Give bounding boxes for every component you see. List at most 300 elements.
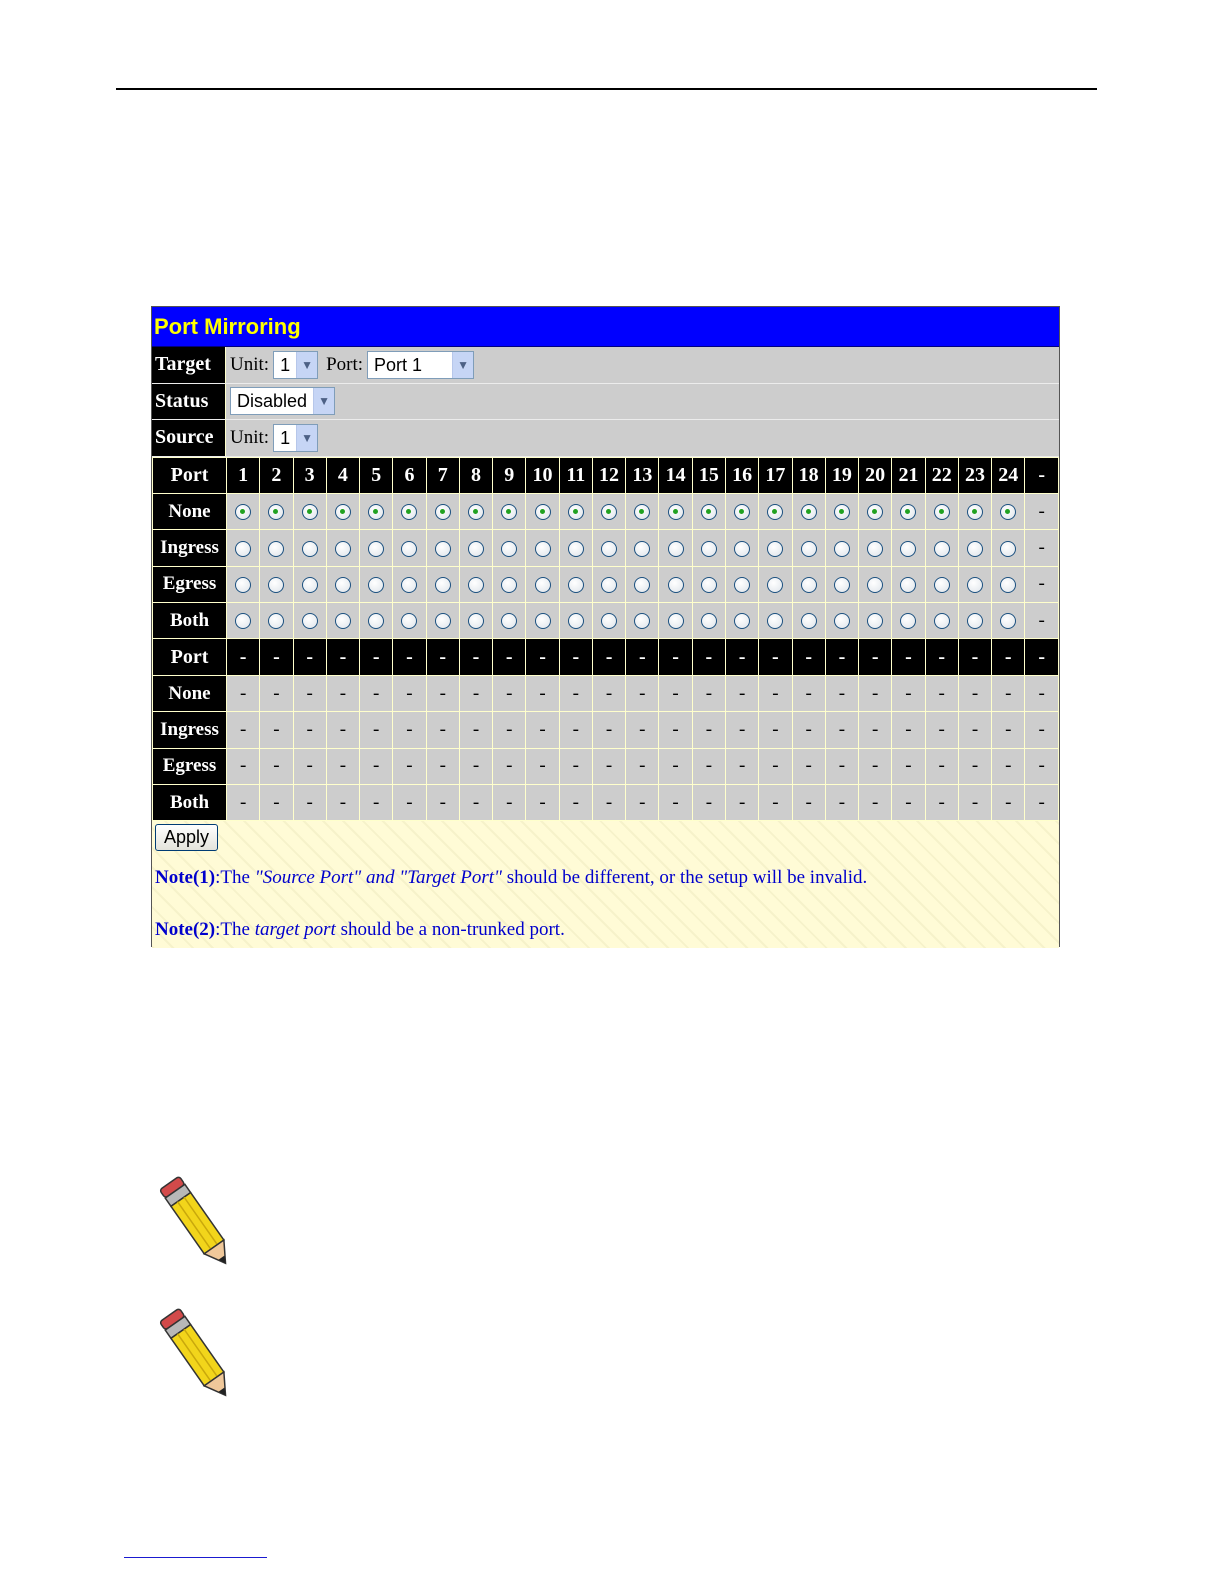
- empty-cell: -: [825, 785, 858, 821]
- radio-cell: [626, 530, 659, 566]
- mirror-mode-radio[interactable]: [734, 577, 750, 593]
- port-number: -: [759, 639, 792, 675]
- mirror-mode-radio[interactable]: [601, 613, 617, 629]
- mirror-mode-radio[interactable]: [235, 613, 251, 629]
- empty-cell: -: [526, 712, 559, 748]
- empty-cell: -: [426, 785, 459, 821]
- note-2-prefix: Note(2): [155, 919, 216, 941]
- radio-cell: [227, 603, 260, 639]
- empty-cell: -: [293, 675, 326, 711]
- mirror-mode-row: [153, 603, 1059, 639]
- radio-cell: [725, 530, 758, 566]
- empty-cell: -: [360, 712, 393, 748]
- mirror-mode-radio[interactable]: [900, 613, 916, 629]
- note-1: [155, 867, 1056, 889]
- radio-cell: [725, 493, 758, 529]
- port-number: 21: [892, 457, 925, 493]
- radio-cell: [725, 603, 758, 639]
- mirror-mode-radio[interactable]: [634, 541, 650, 557]
- port-number: -: [692, 639, 725, 675]
- status-select[interactable]: [230, 387, 335, 415]
- mode-label: Both: [153, 785, 227, 821]
- mirror-mode-radio[interactable]: [734, 504, 750, 520]
- empty-cell: -: [559, 785, 592, 821]
- empty-cell: -: [825, 748, 858, 784]
- mirror-mode-radio[interactable]: [1000, 504, 1016, 520]
- mirror-mode-radio[interactable]: [934, 504, 950, 520]
- mirror-mode-radio[interactable]: [568, 613, 584, 629]
- mirror-mode-radio[interactable]: [501, 577, 517, 593]
- port-number: 3: [293, 457, 326, 493]
- mirror-mode-radio[interactable]: [435, 613, 451, 629]
- apply-button[interactable]: Apply: [155, 824, 218, 851]
- mirror-mode-radio[interactable]: [767, 577, 783, 593]
- empty-cell: -: [559, 675, 592, 711]
- port-number: -: [526, 639, 559, 675]
- radio-cell: [592, 603, 625, 639]
- empty-cell: -: [592, 785, 625, 821]
- mode-label: Both: [153, 603, 227, 639]
- mirror-mode-radio[interactable]: [668, 577, 684, 593]
- mirror-mode-radio[interactable]: [335, 577, 351, 593]
- port-number: 9: [493, 457, 526, 493]
- mirror-mode-radio[interactable]: [501, 504, 517, 520]
- source-unit-select[interactable]: [273, 424, 318, 452]
- mirror-mode-radio[interactable]: [867, 541, 883, 557]
- mirror-mode-radio[interactable]: [900, 504, 916, 520]
- mirror-mode-radio[interactable]: [501, 541, 517, 557]
- radio-cell: [692, 530, 725, 566]
- empty-cell: -: [659, 712, 692, 748]
- empty-cell: -: [892, 748, 925, 784]
- empty-cell: -: [725, 748, 758, 784]
- port-number: 6: [393, 457, 426, 493]
- radio-cell: [692, 493, 725, 529]
- empty-cell: -: [659, 748, 692, 784]
- radio-cell: [859, 530, 892, 566]
- mirror-mode-radio[interactable]: [568, 541, 584, 557]
- target-port-label: Port:: [326, 353, 364, 375]
- mirror-mode-radio[interactable]: [801, 504, 817, 520]
- mirror-mode-radio[interactable]: [701, 504, 717, 520]
- mirror-mode-radio[interactable]: [535, 613, 551, 629]
- source-unit-value: 1: [280, 427, 291, 448]
- empty-cell: -: [925, 675, 958, 711]
- source-label: Source: [152, 420, 226, 456]
- port-number: 13: [626, 457, 659, 493]
- radio-cell: [293, 566, 326, 602]
- port-mirroring-panel: [151, 306, 1060, 947]
- port-number: -: [493, 639, 526, 675]
- port-number: 2: [260, 457, 293, 493]
- empty-cell: -: [360, 785, 393, 821]
- mirror-mode-radio[interactable]: [900, 541, 916, 557]
- empty-cell: -: [1025, 566, 1059, 602]
- empty-cell: -: [326, 712, 359, 748]
- radio-cell: [759, 530, 792, 566]
- radio-cell: [659, 566, 692, 602]
- empty-cell: -: [360, 675, 393, 711]
- port-header-label: Port: [153, 639, 227, 675]
- empty-cell: -: [859, 748, 892, 784]
- empty-cell: -: [227, 748, 260, 784]
- mirror-mode-radio[interactable]: [967, 613, 983, 629]
- port-number: 19: [825, 457, 858, 493]
- mirror-mode-radio[interactable]: [767, 613, 783, 629]
- empty-cell: -: [759, 785, 792, 821]
- target-port-select[interactable]: [367, 351, 474, 379]
- empty-cell: -: [859, 712, 892, 748]
- mirror-mode-radio[interactable]: [501, 613, 517, 629]
- mirror-mode-radio[interactable]: [235, 504, 251, 520]
- empty-cell: -: [692, 712, 725, 748]
- mirror-mode-radio[interactable]: [801, 541, 817, 557]
- empty-cell: -: [393, 675, 426, 711]
- empty-cell: -: [293, 785, 326, 821]
- note-1-text-b: "Source Port" and "Target Port": [254, 867, 502, 889]
- radio-cell: [759, 603, 792, 639]
- port-number: -: [859, 639, 892, 675]
- radio-cell: [559, 566, 592, 602]
- port-number: 5: [360, 457, 393, 493]
- empty-cell: -: [825, 675, 858, 711]
- target-unit-value: 1: [280, 354, 291, 375]
- note-2-text-b: target port: [254, 919, 336, 941]
- mirror-mode-radio[interactable]: [834, 541, 850, 557]
- radio-cell: [825, 566, 858, 602]
- mirror-mode-radio[interactable]: [967, 504, 983, 520]
- mirror-mode-radio[interactable]: [634, 577, 650, 593]
- empty-cell: -: [692, 748, 725, 784]
- mirror-mode-radio[interactable]: [468, 504, 484, 520]
- empty-cell: -: [1025, 603, 1059, 639]
- note-2-text-c: should be a non-trunked port.: [335, 919, 565, 941]
- empty-cell: -: [725, 675, 758, 711]
- radio-cell: [792, 566, 825, 602]
- empty-cell: -: [360, 748, 393, 784]
- port-number: -: [293, 639, 326, 675]
- mirror-mode-radio[interactable]: [801, 577, 817, 593]
- empty-cell: -: [759, 748, 792, 784]
- port-number: -: [227, 639, 260, 675]
- port-number: 17: [759, 457, 792, 493]
- empty-cell: -: [227, 785, 260, 821]
- radio-cell: [892, 493, 925, 529]
- pencil-note-icon: [150, 1300, 246, 1412]
- mirror-mode-radio[interactable]: [668, 541, 684, 557]
- radio-cell: [759, 493, 792, 529]
- port-number: -: [360, 639, 393, 675]
- mirror-mode-radio[interactable]: [268, 541, 284, 557]
- radio-cell: [792, 493, 825, 529]
- empty-cell: -: [626, 785, 659, 821]
- mirror-mode-radio[interactable]: [834, 504, 850, 520]
- mirror-mode-radio[interactable]: [734, 613, 750, 629]
- mirror-mode-radio[interactable]: [834, 577, 850, 593]
- port-header-row: [153, 457, 1059, 493]
- empty-cell: -: [227, 675, 260, 711]
- empty-cell: -: [393, 748, 426, 784]
- empty-cell: -: [293, 712, 326, 748]
- mode-label: Egress: [153, 566, 227, 602]
- port-number: -: [592, 639, 625, 675]
- mirror-mode-radio[interactable]: [302, 541, 318, 557]
- radio-cell: [925, 603, 958, 639]
- mirror-mode-radio[interactable]: [934, 577, 950, 593]
- empty-cell: -: [559, 712, 592, 748]
- empty-cell: -: [592, 712, 625, 748]
- port-number: -: [260, 639, 293, 675]
- empty-cell: -: [526, 748, 559, 784]
- empty-cell: -: [759, 712, 792, 748]
- mirror-mode-radio[interactable]: [368, 541, 384, 557]
- port-number: -: [326, 639, 359, 675]
- radio-cell: [559, 603, 592, 639]
- radio-cell: [659, 493, 692, 529]
- mirror-mode-radio[interactable]: [668, 504, 684, 520]
- empty-cell: -: [892, 675, 925, 711]
- empty-cell: -: [1025, 675, 1059, 711]
- empty-cell: -: [825, 712, 858, 748]
- empty-cell: -: [459, 748, 492, 784]
- empty-cell: -: [393, 712, 426, 748]
- empty-cell: -: [992, 748, 1025, 784]
- mirror-mode-radio[interactable]: [967, 541, 983, 557]
- mirror-mode-radio[interactable]: [801, 613, 817, 629]
- radio-cell: [493, 566, 526, 602]
- mirror-mode-radio[interactable]: [867, 504, 883, 520]
- mirror-mode-radio[interactable]: [435, 504, 451, 520]
- radio-cell: [260, 530, 293, 566]
- mirror-mode-radio[interactable]: [401, 577, 417, 593]
- mirror-mode-radio[interactable]: [368, 504, 384, 520]
- mirror-mode-radio[interactable]: [468, 577, 484, 593]
- mirror-mode-radio[interactable]: [734, 541, 750, 557]
- empty-cell: -: [892, 785, 925, 821]
- radio-cell: [293, 493, 326, 529]
- mirror-mode-radio[interactable]: [601, 577, 617, 593]
- mirror-mode-radio[interactable]: [1000, 613, 1016, 629]
- radio-cell: [692, 566, 725, 602]
- mirror-mode-radio[interactable]: [335, 613, 351, 629]
- mirror-mode-radio[interactable]: [302, 577, 318, 593]
- note-1-text-a: :The: [215, 867, 255, 889]
- port-number: -: [825, 639, 858, 675]
- radio-cell: [393, 566, 426, 602]
- empty-cell: -: [260, 675, 293, 711]
- radio-cell: [459, 566, 492, 602]
- port-header-label: Port: [153, 457, 227, 493]
- radio-cell: [493, 603, 526, 639]
- mirror-mode-radio[interactable]: [468, 541, 484, 557]
- radio-cell: [626, 493, 659, 529]
- radio-cell: [725, 566, 758, 602]
- footer-link-rule: [124, 1557, 267, 1558]
- mirror-mode-radio[interactable]: [834, 613, 850, 629]
- port-number: 7: [426, 457, 459, 493]
- radio-cell: [459, 530, 492, 566]
- note-1-text-c: should be different, or the setup will be invalid.: [501, 867, 868, 889]
- port-number: -: [626, 639, 659, 675]
- empty-cell: -: [792, 785, 825, 821]
- mirror-mode-radio[interactable]: [701, 541, 717, 557]
- radio-cell: [792, 603, 825, 639]
- mirror-mode-radio[interactable]: [302, 613, 318, 629]
- mirror-mode-radio[interactable]: [268, 613, 284, 629]
- port-number: -: [426, 639, 459, 675]
- empty-cell: -: [260, 748, 293, 784]
- empty-cell: -: [792, 748, 825, 784]
- radio-cell: [925, 530, 958, 566]
- radio-cell: [326, 493, 359, 529]
- radio-cell: [825, 603, 858, 639]
- mirror-mode-radio[interactable]: [368, 577, 384, 593]
- target-label: Target: [152, 347, 226, 383]
- mode-label: None: [153, 675, 227, 711]
- mode-label: Egress: [153, 748, 227, 784]
- empty-cell: -: [892, 712, 925, 748]
- mirror-mode-radio[interactable]: [401, 613, 417, 629]
- note-2: [155, 919, 1056, 941]
- port-number: 24: [992, 457, 1025, 493]
- status-value: Disabled: [237, 391, 308, 412]
- radio-cell: [493, 493, 526, 529]
- radio-cell: [260, 566, 293, 602]
- mirror-mode-radio[interactable]: [535, 541, 551, 557]
- mirror-mode-radio[interactable]: [535, 504, 551, 520]
- port-number: 1: [227, 457, 260, 493]
- mirror-mode-radio[interactable]: [268, 504, 284, 520]
- radio-cell: [426, 530, 459, 566]
- port-number: -: [559, 639, 592, 675]
- port-number: -: [892, 639, 925, 675]
- mirror-mode-radio[interactable]: [235, 577, 251, 593]
- mirror-mode-radio[interactable]: [967, 577, 983, 593]
- mirror-mode-radio[interactable]: [535, 577, 551, 593]
- mirror-mode-radio[interactable]: [568, 577, 584, 593]
- pencil-note-icon: [150, 1168, 246, 1280]
- mirror-mode-row: [153, 675, 1059, 711]
- empty-cell: -: [792, 712, 825, 748]
- mirror-mode-radio[interactable]: [701, 613, 717, 629]
- radio-cell: [360, 530, 393, 566]
- note-2-text-a: :The: [215, 919, 255, 941]
- empty-cell: -: [326, 785, 359, 821]
- empty-cell: -: [459, 675, 492, 711]
- mirror-mode-radio[interactable]: [634, 613, 650, 629]
- target-unit-select[interactable]: [273, 351, 318, 379]
- mirror-mode-radio[interactable]: [867, 577, 883, 593]
- mirror-mode-radio[interactable]: [634, 504, 650, 520]
- chevron-down-icon: ▼: [452, 352, 473, 378]
- mirror-mode-radio[interactable]: [668, 613, 684, 629]
- empty-cell: -: [659, 785, 692, 821]
- radio-cell: [992, 530, 1025, 566]
- radio-cell: [825, 530, 858, 566]
- mirror-mode-radio[interactable]: [401, 541, 417, 557]
- port-number: -: [659, 639, 692, 675]
- panel-title: Port Mirroring: [152, 307, 1059, 347]
- mode-label: None: [153, 493, 227, 529]
- mirror-mode-radio[interactable]: [468, 613, 484, 629]
- radio-cell: [293, 530, 326, 566]
- empty-cell: -: [958, 675, 991, 711]
- radio-cell: [825, 493, 858, 529]
- port-number: 23: [958, 457, 991, 493]
- mirror-mode-radio[interactable]: [335, 504, 351, 520]
- mirror-mode-radio[interactable]: [601, 541, 617, 557]
- radio-cell: [592, 493, 625, 529]
- mirror-mode-radio[interactable]: [435, 577, 451, 593]
- empty-cell: -: [992, 785, 1025, 821]
- radio-cell: [459, 493, 492, 529]
- mirror-mode-radio[interactable]: [401, 504, 417, 520]
- mirror-mode-radio[interactable]: [934, 541, 950, 557]
- radio-cell: [526, 530, 559, 566]
- radio-cell: [459, 603, 492, 639]
- empty-cell: -: [792, 675, 825, 711]
- empty-cell: -: [393, 785, 426, 821]
- port-number: -: [992, 639, 1025, 675]
- empty-cell: -: [592, 748, 625, 784]
- target-port-value: Port 1: [374, 354, 423, 375]
- radio-cell: [992, 566, 1025, 602]
- target-row: [152, 347, 1059, 384]
- mirror-mode-radio[interactable]: [867, 613, 883, 629]
- radio-cell: [426, 566, 459, 602]
- mirror-mode-radio[interactable]: [235, 541, 251, 557]
- mirror-mode-radio[interactable]: [701, 577, 717, 593]
- mirror-mode-radio[interactable]: [1000, 541, 1016, 557]
- empty-cell: -: [493, 675, 526, 711]
- mirror-mode-radio[interactable]: [568, 504, 584, 520]
- empty-cell: -: [859, 675, 892, 711]
- empty-cell: -: [459, 785, 492, 821]
- radio-cell: [626, 566, 659, 602]
- empty-cell: -: [1025, 493, 1059, 529]
- chevron-down-icon: ▼: [313, 388, 334, 414]
- empty-cell: -: [426, 748, 459, 784]
- empty-cell: -: [626, 748, 659, 784]
- empty-cell: -: [426, 675, 459, 711]
- radio-cell: [326, 566, 359, 602]
- mirror-mode-radio[interactable]: [335, 541, 351, 557]
- empty-cell: -: [992, 712, 1025, 748]
- mirror-mode-radio[interactable]: [268, 577, 284, 593]
- mirror-mode-radio[interactable]: [934, 613, 950, 629]
- radio-cell: [958, 566, 991, 602]
- empty-cell: -: [1025, 748, 1059, 784]
- mirror-mode-radio[interactable]: [767, 541, 783, 557]
- mode-label: Ingress: [153, 712, 227, 748]
- mirror-mode-radio[interactable]: [302, 504, 318, 520]
- radio-cell: [293, 603, 326, 639]
- mirror-mode-radio[interactable]: [1000, 577, 1016, 593]
- mirror-mode-radio[interactable]: [368, 613, 384, 629]
- mirror-mode-radio[interactable]: [767, 504, 783, 520]
- radio-cell: [426, 603, 459, 639]
- mirror-mode-radio[interactable]: [601, 504, 617, 520]
- empty-cell: -: [493, 785, 526, 821]
- port-number: -: [725, 639, 758, 675]
- radio-cell: [360, 493, 393, 529]
- mirror-mode-radio[interactable]: [900, 577, 916, 593]
- mirror-mode-row: [153, 748, 1059, 784]
- target-unit-label: Unit:: [230, 353, 270, 375]
- empty-cell: -: [493, 748, 526, 784]
- radio-cell: [559, 493, 592, 529]
- mirror-mode-radio[interactable]: [435, 541, 451, 557]
